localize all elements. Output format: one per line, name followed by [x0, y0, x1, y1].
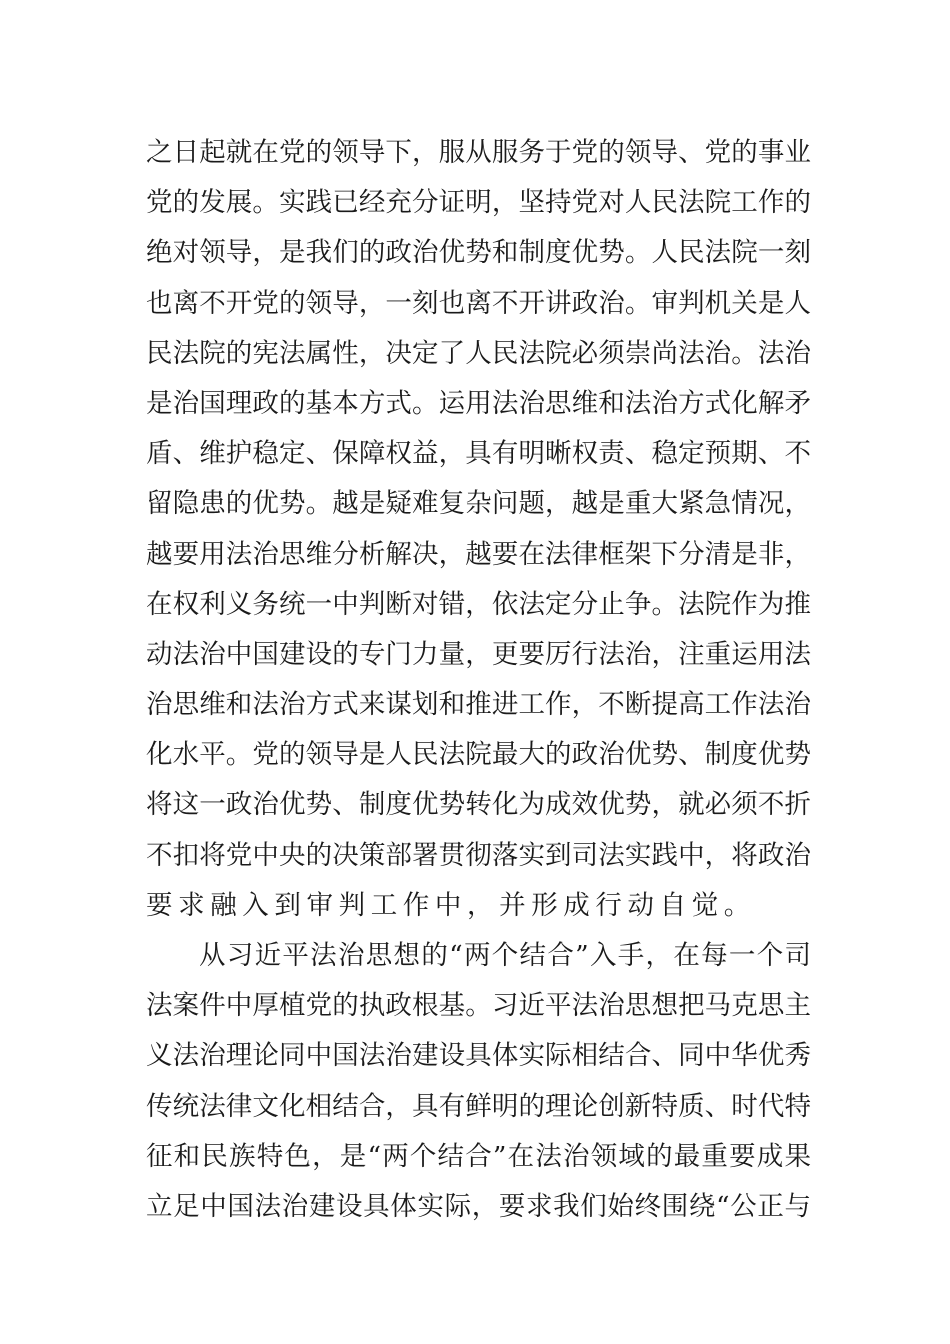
text-line: 之日起就在党的领导下，服从服务于党的领导、党的事业 — [146, 137, 811, 168]
text-line: 化水平。党的领导是人民法院最大的政治优势、制度优势 — [146, 739, 811, 771]
text-line: 将这一政治优势、制度优势转化为成效优势，就必须不折 — [146, 789, 811, 821]
text-line: 党的发展。实践已经充分证明，坚持党对人民法院工作的 — [146, 187, 811, 219]
text-line: 要求融入到审判工作中，并形成行动自觉。 — [146, 889, 756, 921]
text-line: 留隐患的优势。越是疑难复杂问题，越是重大紧急情况， — [146, 488, 811, 520]
text-line: 民法院的宪法属性，决定了人民法院必须崇尚法治。法治 — [146, 337, 811, 369]
text-line: 立足中国法治建设具体实际，要求我们始终围绕“公正与 — [146, 1190, 811, 1222]
text-line: 征和民族特色，是“两个结合”在法治领域的最重要成果 — [146, 1140, 811, 1172]
text-line: 盾、维护稳定、保障权益，具有明晰权责、稳定预期、不 — [146, 438, 811, 470]
text-line: 治思维和法治方式来谋划和推进工作，不断提高工作法治 — [146, 689, 811, 721]
text-line: 越要用法治思维分析解决，越要在法律框架下分清是非， — [146, 538, 811, 570]
text-line: 法案件中厚植党的执政根基。习近平法治思想把马克思主 — [146, 990, 811, 1022]
text-line: 在权利义务统一中判断对错，依法定分止争。法院作为推 — [146, 588, 811, 620]
text-line: 绝对领导，是我们的政治优势和制度优势。人民法院一刻 — [146, 237, 811, 269]
text-line: 义法治理论同中国法治建设具体实际相结合、同中华优秀 — [146, 1040, 811, 1072]
text-line: 也离不开党的领导，一刻也离不开讲政治。审判机关是人 — [146, 287, 811, 319]
text-line: 是治国理政的基本方式。运用法治思维和法治方式化解矛 — [146, 387, 811, 419]
paragraph-first-line: 从习近平法治思想的“两个结合”入手，在每一个司 — [199, 940, 811, 971]
text-line: 传统法律文化相结合，具有鲜明的理论创新特质、时代特 — [146, 1090, 811, 1122]
text-line: 动法治中国建设的专门力量，更要厉行法治，注重运用法 — [146, 638, 811, 670]
document-body — [146, 128, 811, 1232]
text-line: 不扣将党中央的决策部署贯彻落实到司法实践中，将政治 — [146, 839, 811, 871]
